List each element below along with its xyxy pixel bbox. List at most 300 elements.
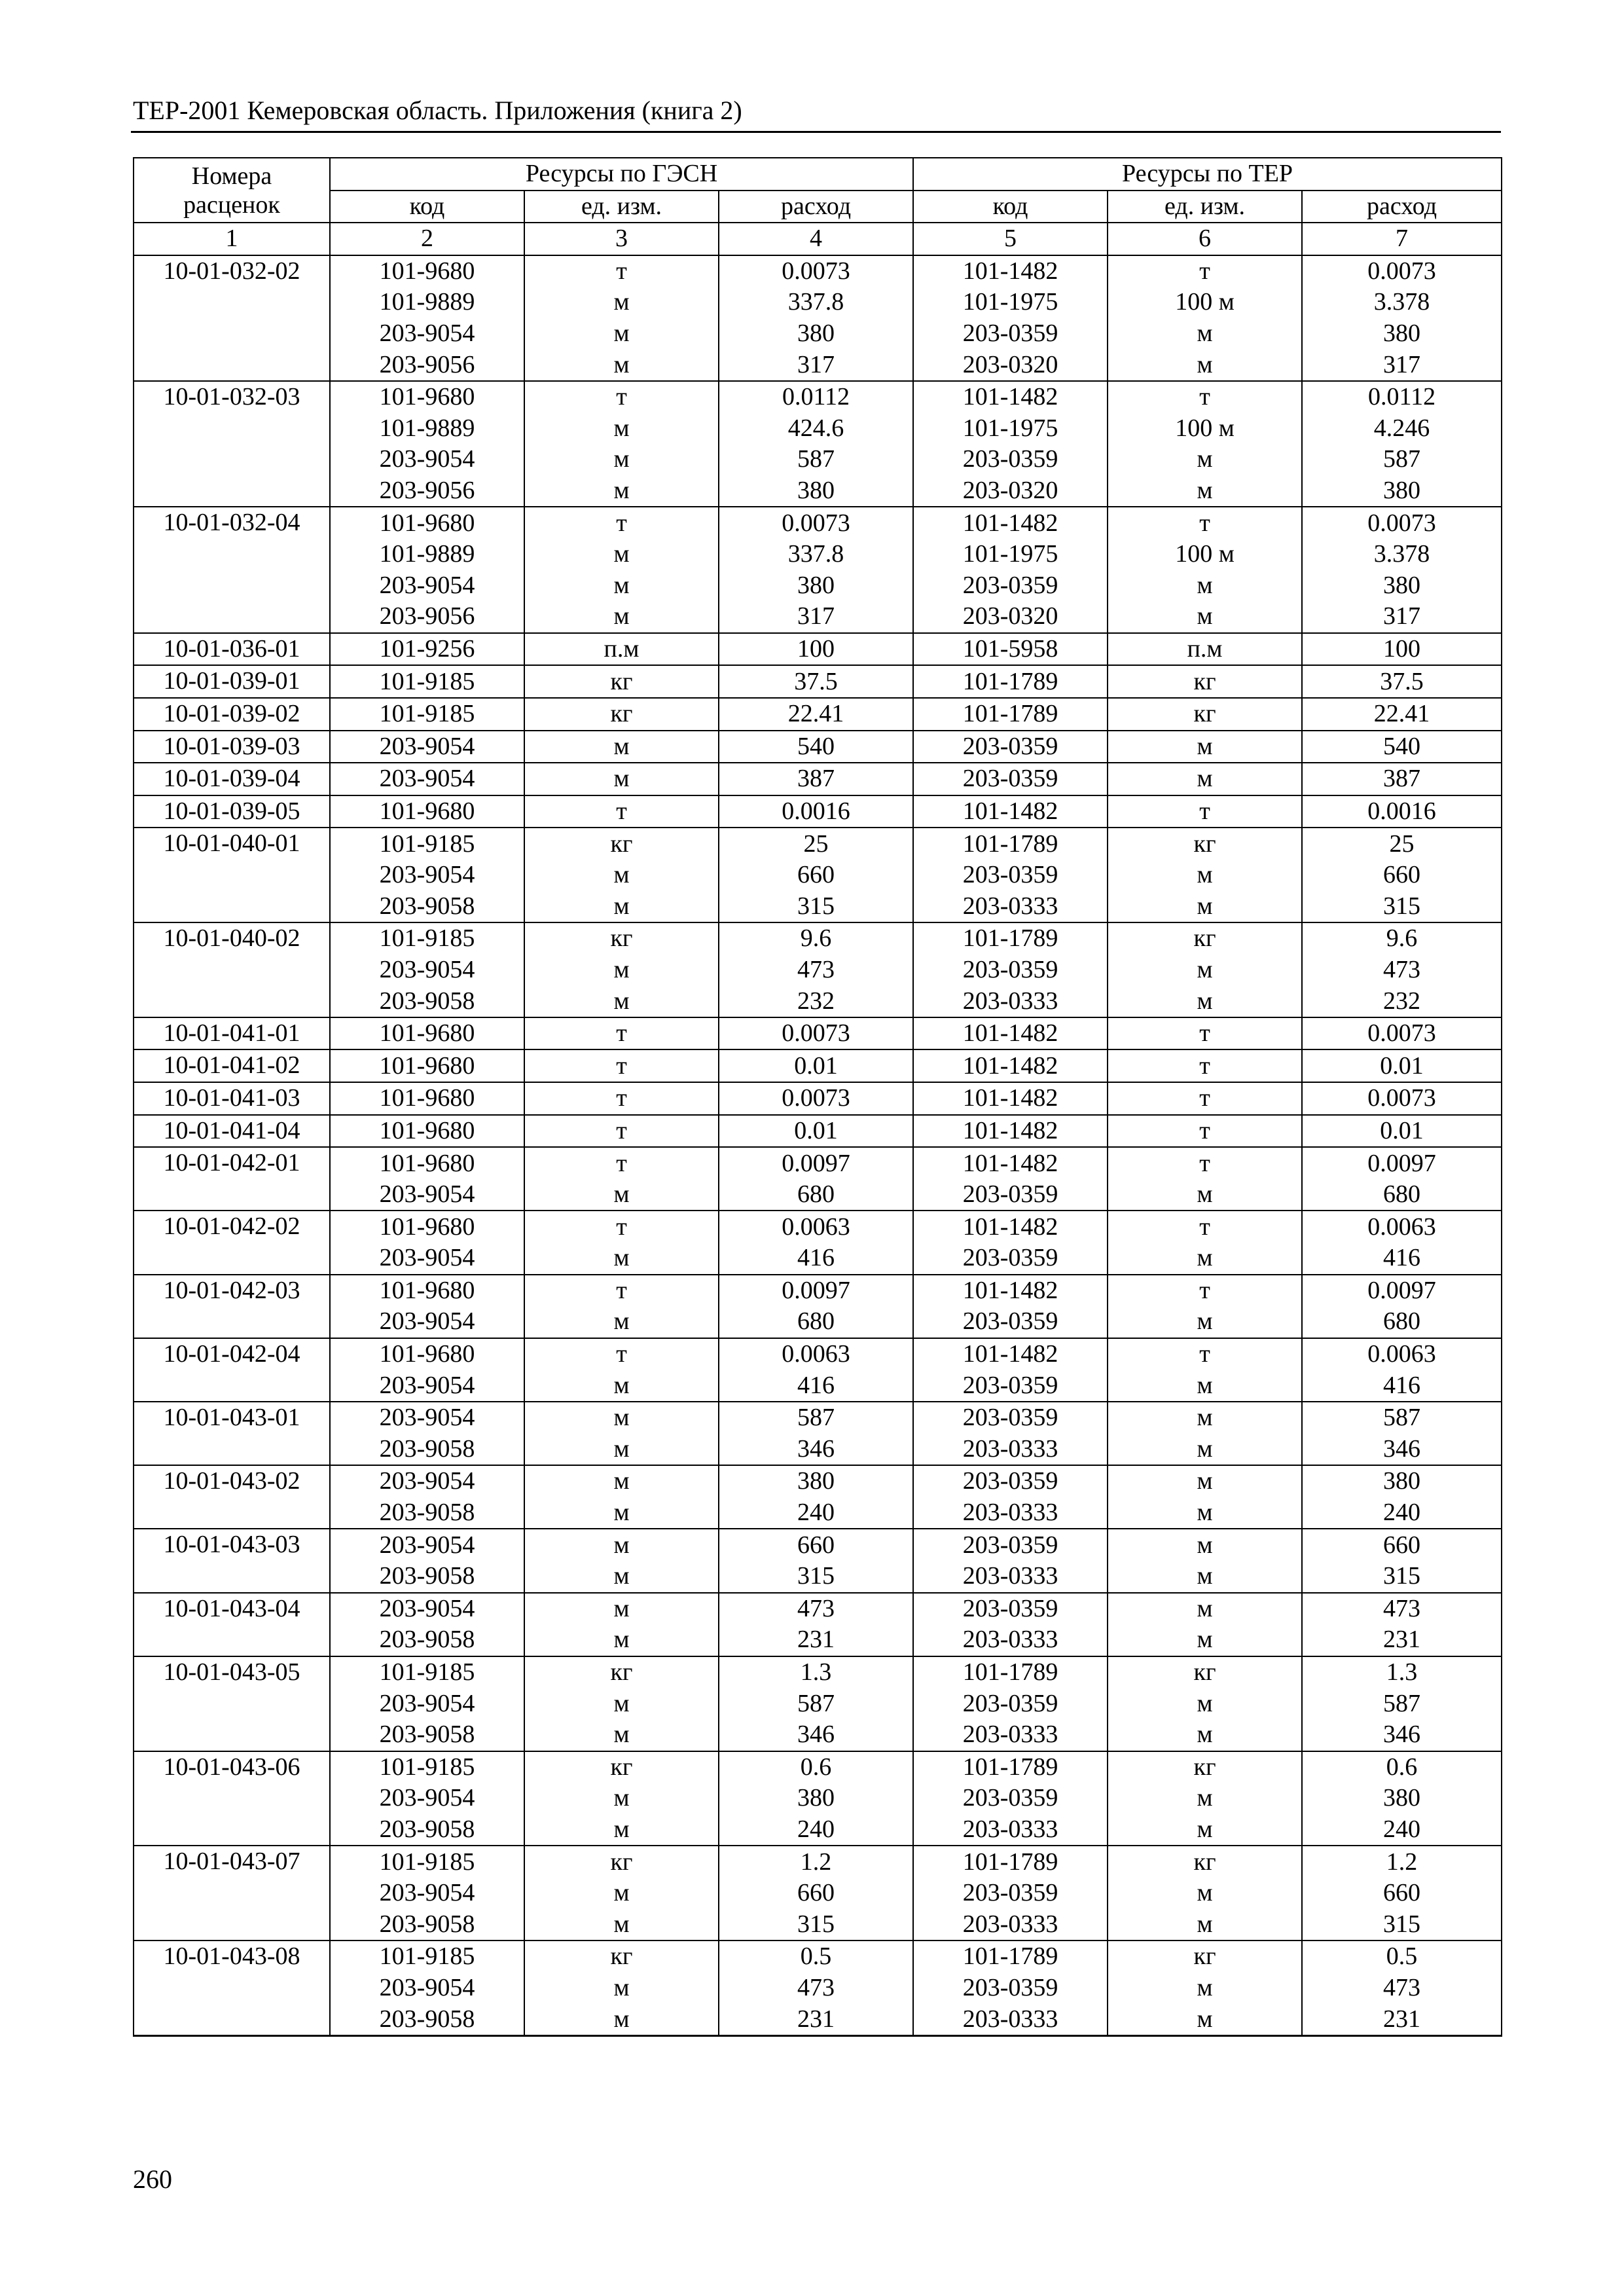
ter-unit: м — [1108, 1878, 1302, 1909]
ter-unit: м — [1108, 731, 1302, 763]
rate-number: 10-01-043-01 — [134, 1402, 330, 1465]
running-header: ТЕР-2001 Кемеровская область. Приложения (книга 2) — [133, 96, 742, 125]
ter-consumption: 231 — [1302, 2003, 1502, 2035]
ter-consumption: 0.0063 — [1302, 1211, 1502, 1243]
gesn-unit: м — [524, 475, 719, 507]
table-row — [134, 318, 1502, 350]
gesn-unit: м — [524, 444, 719, 475]
ter-consumption: 3.378 — [1302, 287, 1502, 318]
table-row — [134, 1561, 1502, 1593]
gesn-code: 203-9054 — [330, 1973, 524, 2004]
ter-consumption: 660 — [1302, 1878, 1502, 1909]
ter-unit: м — [1108, 1529, 1302, 1561]
ter-code: 203-0320 — [913, 349, 1108, 381]
ter-unit: м — [1108, 2003, 1302, 2035]
gesn-consumption: 37.5 — [719, 665, 913, 698]
ter-consumption: 231 — [1302, 1624, 1502, 1656]
gesn-unit: м — [524, 890, 719, 922]
table-row — [134, 1878, 1502, 1909]
gesn-consumption: 0.0016 — [719, 795, 913, 828]
rate-number: 10-01-041-04 — [134, 1115, 330, 1148]
gesn-code: 101-9680 — [330, 795, 524, 828]
table-row — [134, 381, 1502, 413]
ter-unit: м — [1108, 318, 1302, 350]
ter-unit: т — [1108, 255, 1302, 287]
gesn-code: 101-9680 — [330, 1338, 524, 1370]
gesn-consumption: 0.0063 — [719, 1338, 913, 1370]
ter-consumption: 680 — [1302, 1179, 1502, 1211]
ter-code: 101-1789 — [913, 1751, 1108, 1783]
gesn-consumption: 337.8 — [719, 287, 913, 318]
ter-consumption: 317 — [1302, 601, 1502, 633]
table-row — [134, 539, 1502, 570]
ter-unit: кг — [1108, 1846, 1302, 1878]
ter-unit: т — [1108, 1211, 1302, 1243]
gesn-unit: т — [524, 1338, 719, 1370]
rate-number: 10-01-040-02 — [134, 922, 330, 1017]
table-row — [134, 1115, 1502, 1148]
ter-code: 203-0333 — [913, 890, 1108, 922]
gesn-code: 203-9058 — [330, 1624, 524, 1656]
gesn-unit: м — [524, 731, 719, 763]
table-row — [134, 1338, 1502, 1370]
gesn-code: 203-9058 — [330, 890, 524, 922]
gesn-code: 203-9054 — [330, 955, 524, 986]
ter-consumption: 232 — [1302, 985, 1502, 1017]
gesn-unit: м — [524, 1688, 719, 1719]
header-gesn-resources: Ресурсы по ГЭСН — [330, 158, 913, 191]
ter-code: 101-5958 — [913, 633, 1108, 666]
table-row — [134, 1179, 1502, 1211]
ter-code: 101-1789 — [913, 1656, 1108, 1688]
ter-consumption: 9.6 — [1302, 922, 1502, 955]
gesn-unit: кг — [524, 1941, 719, 1973]
gesn-consumption: 315 — [719, 1908, 913, 1941]
gesn-unit: м — [524, 1243, 719, 1275]
gesn-unit: м — [524, 318, 719, 350]
ter-unit: м — [1108, 1306, 1302, 1338]
gesn-unit: м — [524, 763, 719, 795]
gesn-code: 101-9889 — [330, 287, 524, 318]
gesn-code: 101-9680 — [330, 1115, 524, 1148]
gesn-code: 203-9054 — [330, 1370, 524, 1402]
ter-consumption: 315 — [1302, 890, 1502, 922]
gesn-consumption: 540 — [719, 731, 913, 763]
gesn-code: 203-9054 — [330, 1465, 524, 1497]
gesn-consumption: 473 — [719, 1973, 913, 2004]
gesn-code: 101-9680 — [330, 255, 524, 287]
gesn-unit: м — [524, 985, 719, 1017]
gesn-code: 101-9185 — [330, 698, 524, 731]
table-row — [134, 1211, 1502, 1243]
header-ter-resources: Ресурсы по ТЕР — [913, 158, 1502, 191]
ter-code: 203-0333 — [913, 1624, 1108, 1656]
column-index: 5 — [913, 223, 1108, 255]
ter-code: 101-1482 — [913, 381, 1108, 413]
gesn-unit: т — [524, 1082, 719, 1115]
ter-unit: м — [1108, 985, 1302, 1017]
gesn-consumption: 660 — [719, 1878, 913, 1909]
table-row — [134, 1370, 1502, 1402]
gesn-consumption: 380 — [719, 1783, 913, 1814]
ter-consumption: 22.41 — [1302, 698, 1502, 731]
ter-code: 203-0359 — [913, 1878, 1108, 1909]
ter-unit: м — [1108, 1719, 1302, 1751]
rate-number: 10-01-032-03 — [134, 381, 330, 507]
ter-consumption: 25 — [1302, 828, 1502, 860]
table-row — [134, 1656, 1502, 1688]
gesn-code: 203-9058 — [330, 985, 524, 1017]
table-row — [134, 1434, 1502, 1466]
ter-consumption: 380 — [1302, 475, 1502, 507]
table-row — [134, 475, 1502, 507]
column-index: 2 — [330, 223, 524, 255]
ter-consumption: 587 — [1302, 1688, 1502, 1719]
table-row — [134, 1306, 1502, 1338]
gesn-consumption: 0.0073 — [719, 507, 913, 539]
table-row — [134, 1783, 1502, 1814]
gesn-consumption: 317 — [719, 349, 913, 381]
ter-consumption: 416 — [1302, 1370, 1502, 1402]
table-row — [134, 413, 1502, 445]
ter-unit: м — [1108, 1814, 1302, 1846]
gesn-consumption: 240 — [719, 1497, 913, 1529]
ter-code: 101-1789 — [913, 922, 1108, 955]
gesn-consumption: 231 — [719, 2003, 913, 2035]
gesn-code: 203-9054 — [330, 1529, 524, 1561]
rate-number: 10-01-043-06 — [134, 1751, 330, 1846]
ter-code: 203-0359 — [913, 1243, 1108, 1275]
ter-unit: п.м — [1108, 633, 1302, 666]
gesn-code: 203-9054 — [330, 1593, 524, 1625]
gesn-code: 101-9185 — [330, 1941, 524, 1973]
ter-consumption: 380 — [1302, 318, 1502, 350]
ter-unit: м — [1108, 860, 1302, 891]
ter-unit: м — [1108, 475, 1302, 507]
table-row — [134, 1688, 1502, 1719]
table-row — [134, 1908, 1502, 1941]
ter-code: 101-1975 — [913, 287, 1108, 318]
ter-unit: кг — [1108, 1656, 1302, 1688]
gesn-consumption: 1.2 — [719, 1846, 913, 1878]
ter-unit: м — [1108, 1908, 1302, 1941]
ter-code: 101-1482 — [913, 795, 1108, 828]
ter-consumption: 473 — [1302, 1973, 1502, 2004]
gesn-unit: м — [524, 1624, 719, 1656]
ter-consumption: 380 — [1302, 570, 1502, 602]
page-number: 260 — [133, 2164, 172, 2194]
ter-unit: кг — [1108, 828, 1302, 860]
ter-unit: м — [1108, 1402, 1302, 1434]
ter-consumption: 0.01 — [1302, 1115, 1502, 1148]
ter-unit: м — [1108, 1973, 1302, 2004]
gesn-code: 101-9680 — [330, 1017, 524, 1050]
table-row — [134, 890, 1502, 922]
rate-number: 10-01-042-01 — [134, 1147, 330, 1211]
ter-consumption: 660 — [1302, 1529, 1502, 1561]
ter-unit: кг — [1108, 1941, 1302, 1973]
gesn-code: 101-9185 — [330, 665, 524, 698]
table-row — [134, 444, 1502, 475]
gesn-code: 203-9054 — [330, 570, 524, 602]
gesn-consumption: 380 — [719, 570, 913, 602]
rate-number: 10-01-039-01 — [134, 665, 330, 698]
table-row — [134, 1973, 1502, 2004]
gesn-consumption: 0.0073 — [719, 255, 913, 287]
gesn-code: 203-9054 — [330, 1688, 524, 1719]
ter-consumption: 240 — [1302, 1497, 1502, 1529]
gesn-unit: кг — [524, 828, 719, 860]
gesn-consumption: 387 — [719, 763, 913, 795]
ter-code: 101-1789 — [913, 1941, 1108, 1973]
ter-unit: м — [1108, 570, 1302, 602]
ter-code: 203-0333 — [913, 1719, 1108, 1751]
ter-unit: т — [1108, 1049, 1302, 1082]
gesn-consumption: 25 — [719, 828, 913, 860]
ter-unit: 100 м — [1108, 539, 1302, 570]
gesn-code: 101-9680 — [330, 1211, 524, 1243]
gesn-unit: м — [524, 1529, 719, 1561]
table-row — [134, 1624, 1502, 1656]
gesn-consumption: 0.0073 — [719, 1082, 913, 1115]
table-row — [134, 287, 1502, 318]
gesn-unit: кг — [524, 1751, 719, 1783]
gesn-consumption: 0.01 — [719, 1115, 913, 1148]
gesn-consumption: 424.6 — [719, 413, 913, 445]
table-row — [134, 1719, 1502, 1751]
gesn-unit: м — [524, 570, 719, 602]
gesn-consumption: 380 — [719, 1465, 913, 1497]
ter-code: 101-1482 — [913, 1049, 1108, 1082]
resources-table — [133, 157, 1502, 2037]
gesn-code: 203-9054 — [330, 1783, 524, 1814]
table-row — [134, 665, 1502, 698]
rate-number: 10-01-041-03 — [134, 1082, 330, 1115]
ter-code: 203-0320 — [913, 475, 1108, 507]
gesn-consumption: 232 — [719, 985, 913, 1017]
ter-unit: м — [1108, 1783, 1302, 1814]
ter-code: 203-0359 — [913, 318, 1108, 350]
column-index-row — [134, 223, 1502, 255]
ter-consumption: 3.378 — [1302, 539, 1502, 570]
gesn-code: 203-9054 — [330, 1179, 524, 1211]
rate-number: 10-01-042-02 — [134, 1211, 330, 1274]
gesn-consumption: 337.8 — [719, 539, 913, 570]
ter-code: 101-1789 — [913, 665, 1108, 698]
rate-number: 10-01-036-01 — [134, 633, 330, 666]
header-rate-numbers-text: Номера расценок — [183, 162, 280, 219]
gesn-consumption: 0.5 — [719, 1941, 913, 1973]
rate-number: 10-01-043-05 — [134, 1656, 330, 1751]
ter-code: 203-0359 — [913, 570, 1108, 602]
rate-number: 10-01-042-03 — [134, 1275, 330, 1338]
header-gesn-code: код — [330, 191, 524, 223]
gesn-consumption: 660 — [719, 1529, 913, 1561]
gesn-consumption: 0.0073 — [719, 1017, 913, 1050]
table-row — [134, 922, 1502, 955]
ter-code: 203-0333 — [913, 2003, 1108, 2035]
table-row — [134, 1846, 1502, 1878]
ter-consumption: 37.5 — [1302, 665, 1502, 698]
rate-number: 10-01-042-04 — [134, 1338, 330, 1402]
gesn-code: 101-9680 — [330, 381, 524, 413]
gesn-consumption: 315 — [719, 1561, 913, 1593]
gesn-code: 203-9054 — [330, 1878, 524, 1909]
gesn-consumption: 0.6 — [719, 1751, 913, 1783]
gesn-code: 203-9054 — [330, 1402, 524, 1434]
gesn-consumption: 100 — [719, 633, 913, 666]
gesn-consumption: 587 — [719, 1402, 913, 1434]
ter-consumption: 660 — [1302, 860, 1502, 891]
ter-code: 203-0359 — [913, 1593, 1108, 1625]
header-gesn-consumption: расход — [719, 191, 913, 223]
table-row — [134, 1814, 1502, 1846]
table-row — [134, 633, 1502, 666]
ter-unit: т — [1108, 1275, 1302, 1307]
table-row — [134, 1497, 1502, 1529]
ter-consumption: 0.0097 — [1302, 1147, 1502, 1179]
gesn-code: 203-9054 — [330, 731, 524, 763]
rate-number: 10-01-039-04 — [134, 763, 330, 795]
column-index: 6 — [1108, 223, 1302, 255]
gesn-unit: м — [524, 1783, 719, 1814]
table-row — [134, 1275, 1502, 1307]
ter-consumption: 587 — [1302, 1402, 1502, 1434]
ter-unit: м — [1108, 1370, 1302, 1402]
rate-number: 10-01-043-07 — [134, 1846, 330, 1941]
column-index: 3 — [524, 223, 719, 255]
ter-consumption: 0.0073 — [1302, 1082, 1502, 1115]
gesn-consumption: 473 — [719, 1593, 913, 1625]
ter-code: 101-1482 — [913, 1338, 1108, 1370]
ter-consumption: 4.246 — [1302, 413, 1502, 445]
gesn-code: 101-9680 — [330, 507, 524, 539]
gesn-consumption: 346 — [719, 1434, 913, 1466]
ter-code: 101-1789 — [913, 698, 1108, 731]
header-rate-numbers — [134, 158, 330, 223]
table-row — [134, 1529, 1502, 1561]
ter-unit: т — [1108, 795, 1302, 828]
table-row — [134, 860, 1502, 891]
gesn-unit: м — [524, 2003, 719, 2035]
gesn-consumption: 0.0112 — [719, 381, 913, 413]
ter-consumption: 473 — [1302, 1593, 1502, 1625]
ter-code: 101-1975 — [913, 539, 1108, 570]
gesn-unit: м — [524, 1402, 719, 1434]
gesn-unit: м — [524, 1465, 719, 1497]
ter-consumption: 387 — [1302, 763, 1502, 795]
ter-code: 203-0333 — [913, 1814, 1108, 1846]
gesn-code: 203-9054 — [330, 1243, 524, 1275]
ter-consumption: 315 — [1302, 1908, 1502, 1941]
gesn-code: 203-9054 — [330, 860, 524, 891]
ter-unit: м — [1108, 1593, 1302, 1625]
ter-code: 203-0333 — [913, 1908, 1108, 1941]
header-gesn-unit: ед. изм. — [524, 191, 719, 223]
table-row — [134, 1017, 1502, 1050]
gesn-code: 203-9058 — [330, 2003, 524, 2035]
ter-consumption: 1.2 — [1302, 1846, 1502, 1878]
ter-code: 203-0333 — [913, 1434, 1108, 1466]
ter-unit: м — [1108, 601, 1302, 633]
ter-consumption: 346 — [1302, 1434, 1502, 1466]
rate-number: 10-01-043-04 — [134, 1593, 330, 1656]
gesn-code: 101-9889 — [330, 539, 524, 570]
gesn-consumption: 0.0097 — [719, 1275, 913, 1307]
table-row — [134, 1243, 1502, 1275]
ter-consumption: 587 — [1302, 444, 1502, 475]
ter-code: 101-1482 — [913, 1275, 1108, 1307]
gesn-code: 203-9056 — [330, 349, 524, 381]
gesn-code: 203-9054 — [330, 444, 524, 475]
ter-code: 203-0359 — [913, 1306, 1108, 1338]
gesn-code: 101-9680 — [330, 1275, 524, 1307]
ter-code: 203-0320 — [913, 601, 1108, 633]
gesn-unit: м — [524, 601, 719, 633]
ter-code: 203-0359 — [913, 860, 1108, 891]
gesn-consumption: 380 — [719, 318, 913, 350]
ter-unit: м — [1108, 1624, 1302, 1656]
gesn-code: 203-9058 — [330, 1814, 524, 1846]
ter-code: 101-1482 — [913, 507, 1108, 539]
ter-consumption: 100 — [1302, 633, 1502, 666]
column-index: 7 — [1302, 223, 1502, 255]
ter-unit: кг — [1108, 665, 1302, 698]
gesn-code: 101-9185 — [330, 1656, 524, 1688]
gesn-code: 101-9680 — [330, 1082, 524, 1115]
gesn-consumption: 346 — [719, 1719, 913, 1751]
table-row — [134, 1465, 1502, 1497]
gesn-unit: м — [524, 1719, 719, 1751]
header-ter-consumption: расход — [1302, 191, 1502, 223]
ter-code: 203-0359 — [913, 1179, 1108, 1211]
gesn-code: 203-9054 — [330, 1306, 524, 1338]
ter-code: 101-1482 — [913, 1115, 1108, 1148]
ter-code: 203-0359 — [913, 444, 1108, 475]
gesn-consumption: 22.41 — [719, 698, 913, 731]
gesn-consumption: 317 — [719, 601, 913, 633]
gesn-code: 101-9889 — [330, 413, 524, 445]
gesn-consumption: 9.6 — [719, 922, 913, 955]
ter-consumption: 540 — [1302, 731, 1502, 763]
ter-unit: т — [1108, 507, 1302, 539]
gesn-code: 203-9058 — [330, 1434, 524, 1466]
gesn-unit: п.м — [524, 633, 719, 666]
gesn-code: 203-9058 — [330, 1497, 524, 1529]
gesn-unit: м — [524, 413, 719, 445]
gesn-consumption: 240 — [719, 1814, 913, 1846]
rate-number: 10-01-039-03 — [134, 731, 330, 763]
gesn-code: 203-9054 — [330, 763, 524, 795]
ter-unit: т — [1108, 381, 1302, 413]
gesn-unit: м — [524, 539, 719, 570]
ter-unit: м — [1108, 1497, 1302, 1529]
ter-consumption: 240 — [1302, 1814, 1502, 1846]
header-ter-unit: ед. изм. — [1108, 191, 1302, 223]
table-row — [134, 1593, 1502, 1625]
ter-unit: м — [1108, 444, 1302, 475]
ter-code: 203-0359 — [913, 1688, 1108, 1719]
column-index: 1 — [134, 223, 330, 255]
rate-number: 10-01-032-02 — [134, 255, 330, 381]
ter-unit: т — [1108, 1338, 1302, 1370]
gesn-consumption: 680 — [719, 1306, 913, 1338]
gesn-unit: м — [524, 1306, 719, 1338]
gesn-consumption: 680 — [719, 1179, 913, 1211]
table-row — [134, 955, 1502, 986]
gesn-unit: кг — [524, 698, 719, 731]
table-row — [134, 570, 1502, 602]
